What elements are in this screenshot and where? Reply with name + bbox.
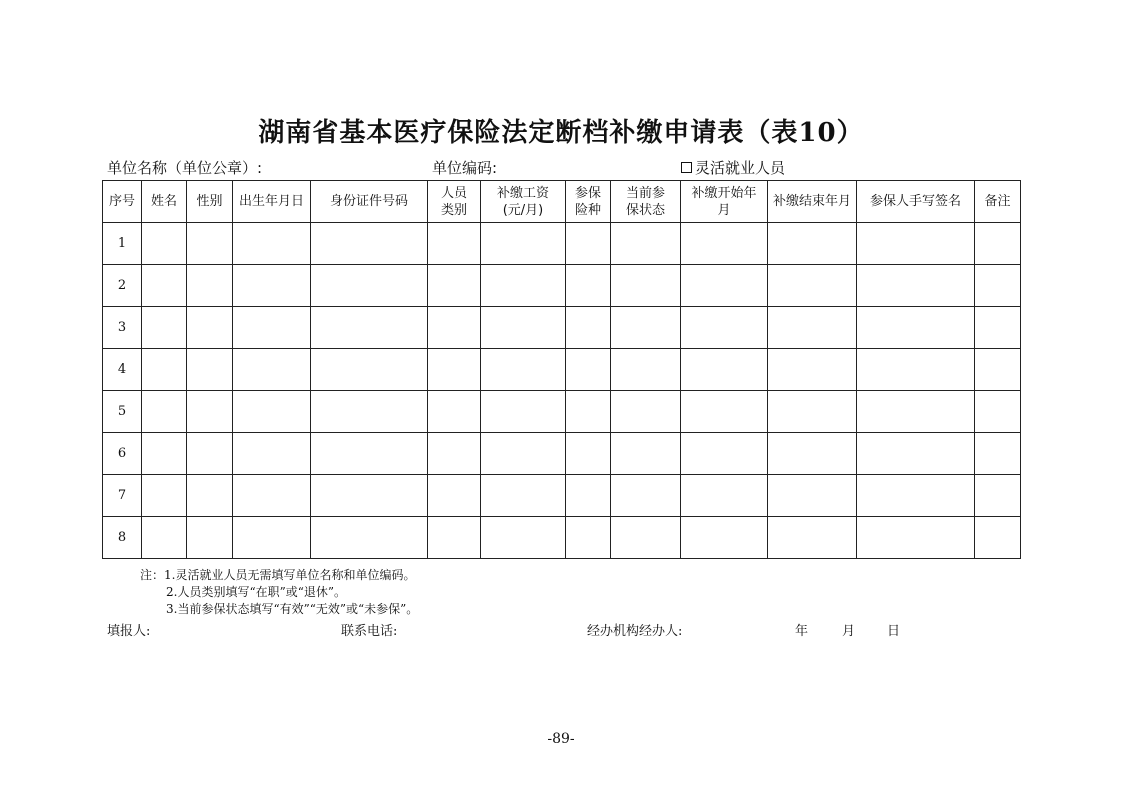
input-cell[interactable] <box>481 475 566 517</box>
input-cell[interactable] <box>142 517 187 559</box>
form-title: 湖南省基本医疗保险法定断档补缴申请表（表10） <box>258 118 864 148</box>
input-cell[interactable] <box>857 475 975 517</box>
input-cell[interactable] <box>142 307 187 349</box>
input-cell[interactable] <box>681 223 768 265</box>
input-cell[interactable] <box>975 433 1021 475</box>
input-cell[interactable] <box>187 517 233 559</box>
input-cell[interactable] <box>566 391 611 433</box>
input-cell[interactable] <box>857 307 975 349</box>
input-cell[interactable] <box>681 475 768 517</box>
row-number-cell: 1 <box>103 223 142 265</box>
table-row <box>103 517 1021 559</box>
input-cell[interactable] <box>311 265 428 307</box>
input-cell[interactable] <box>975 475 1021 517</box>
input-cell[interactable] <box>681 433 768 475</box>
unit-code-label: 单位编码: <box>432 159 498 177</box>
input-cell[interactable] <box>857 223 975 265</box>
input-cell[interactable] <box>975 265 1021 307</box>
input-cell[interactable] <box>311 307 428 349</box>
row-number-cell: 3 <box>103 307 142 349</box>
input-cell[interactable] <box>768 433 857 475</box>
input-cell[interactable] <box>187 223 233 265</box>
input-cell[interactable] <box>566 433 611 475</box>
flexible-employment-option[interactable] <box>681 157 785 178</box>
phone-label: 联系电话: <box>341 624 398 639</box>
column-header: 性别 <box>187 181 233 223</box>
input-cell[interactable] <box>768 307 857 349</box>
input-cell[interactable] <box>481 265 566 307</box>
input-cell[interactable] <box>187 307 233 349</box>
input-cell[interactable] <box>428 349 481 391</box>
row-number-cell: 7 <box>103 475 142 517</box>
input-cell[interactable] <box>481 223 566 265</box>
notes-section <box>140 567 418 618</box>
input-cell[interactable] <box>142 223 187 265</box>
input-cell[interactable] <box>611 223 681 265</box>
input-cell[interactable] <box>681 265 768 307</box>
row-number-cell: 5 <box>103 391 142 433</box>
table-row <box>103 433 1021 475</box>
input-cell[interactable] <box>311 517 428 559</box>
filler-label: 填报人: <box>107 624 151 639</box>
input-cell[interactable] <box>566 475 611 517</box>
column-header: 备注 <box>975 181 1021 223</box>
input-cell[interactable] <box>187 349 233 391</box>
page-number: -89- <box>547 731 575 747</box>
table-row <box>103 475 1021 517</box>
row-number-cell: 6 <box>103 433 142 475</box>
input-cell[interactable] <box>481 433 566 475</box>
input-cell[interactable] <box>768 475 857 517</box>
input-cell[interactable] <box>857 349 975 391</box>
input-cell[interactable] <box>187 265 233 307</box>
column-header: 身份证件号码 <box>311 181 428 223</box>
input-cell[interactable] <box>566 265 611 307</box>
input-cell[interactable] <box>311 475 428 517</box>
input-cell[interactable] <box>681 391 768 433</box>
input-cell[interactable] <box>233 517 311 559</box>
flexible-employment-label: 灵活就业人员 <box>695 159 786 177</box>
input-cell[interactable] <box>142 433 187 475</box>
input-cell[interactable] <box>187 433 233 475</box>
table-row <box>103 391 1021 433</box>
input-cell[interactable] <box>857 517 975 559</box>
input-cell[interactable] <box>975 349 1021 391</box>
input-cell[interactable] <box>566 349 611 391</box>
input-cell[interactable] <box>233 349 311 391</box>
input-cell[interactable] <box>566 223 611 265</box>
note-line: 3.当前参保状态填写“有效”“无效”或“未参保”。 <box>166 602 419 616</box>
input-cell[interactable] <box>768 223 857 265</box>
column-header: 补缴结束年月 <box>768 181 857 223</box>
input-cell[interactable] <box>768 391 857 433</box>
note-line: 2.人员类别填写“在职”或“退休”。 <box>166 585 346 599</box>
input-cell[interactable] <box>311 223 428 265</box>
month-label: 月 <box>842 624 856 639</box>
column-header: 姓名 <box>142 181 187 223</box>
input-cell[interactable] <box>428 265 481 307</box>
table-header-row <box>103 181 1021 223</box>
input-cell[interactable] <box>233 391 311 433</box>
input-cell[interactable] <box>311 349 428 391</box>
input-cell[interactable] <box>681 307 768 349</box>
column-header: 参保人手写签名 <box>857 181 975 223</box>
column-header: 补缴工资 (元/月) <box>481 181 566 223</box>
input-cell[interactable] <box>142 349 187 391</box>
year-label: 年 <box>795 624 809 639</box>
input-cell[interactable] <box>428 517 481 559</box>
input-cell[interactable] <box>611 517 681 559</box>
input-cell[interactable] <box>428 433 481 475</box>
input-cell[interactable] <box>428 391 481 433</box>
column-header: 序号 <box>103 181 142 223</box>
application-table <box>102 180 1021 559</box>
agency-handler-label: 经办机构经办人: <box>587 624 683 639</box>
column-header: 人员 类别 <box>428 181 481 223</box>
input-cell[interactable] <box>481 517 566 559</box>
input-cell[interactable] <box>611 391 681 433</box>
column-header: 补缴开始年 月 <box>681 181 768 223</box>
input-cell[interactable] <box>233 433 311 475</box>
day-label: 日 <box>887 624 901 639</box>
input-cell[interactable] <box>233 223 311 265</box>
row-number-cell: 8 <box>103 517 142 559</box>
table-row <box>103 349 1021 391</box>
input-cell[interactable] <box>566 307 611 349</box>
input-cell[interactable] <box>611 307 681 349</box>
input-cell[interactable] <box>481 391 566 433</box>
input-cell[interactable] <box>142 475 187 517</box>
table-row <box>103 223 1021 265</box>
input-cell[interactable] <box>857 391 975 433</box>
note-line: 注：1.灵活就业人员无需填写单位名称和单位编码。 <box>140 568 416 582</box>
input-cell[interactable] <box>428 307 481 349</box>
input-cell[interactable] <box>857 433 975 475</box>
row-number-cell: 4 <box>103 349 142 391</box>
input-cell[interactable] <box>233 265 311 307</box>
input-cell[interactable] <box>187 475 233 517</box>
input-cell[interactable] <box>311 391 428 433</box>
input-cell[interactable] <box>768 517 857 559</box>
input-cell[interactable] <box>975 517 1021 559</box>
table-row <box>103 307 1021 349</box>
input-cell[interactable] <box>142 391 187 433</box>
input-cell[interactable] <box>481 307 566 349</box>
input-cell[interactable] <box>142 265 187 307</box>
input-cell[interactable] <box>233 475 311 517</box>
input-cell[interactable] <box>975 223 1021 265</box>
input-cell[interactable] <box>611 265 681 307</box>
column-header: 参保 险种 <box>566 181 611 223</box>
input-cell[interactable] <box>681 349 768 391</box>
input-cell[interactable] <box>681 517 768 559</box>
column-header: 出生年月日 <box>233 181 311 223</box>
input-cell[interactable] <box>481 349 566 391</box>
row-number-cell: 2 <box>103 265 142 307</box>
column-header: 当前参 保状态 <box>611 181 681 223</box>
input-cell[interactable] <box>975 391 1021 433</box>
checkbox-icon[interactable] <box>681 162 692 173</box>
input-cell[interactable] <box>566 517 611 559</box>
input-cell[interactable] <box>611 349 681 391</box>
input-cell[interactable] <box>611 433 681 475</box>
input-cell[interactable] <box>768 349 857 391</box>
input-cell[interactable] <box>311 433 428 475</box>
input-cell[interactable] <box>975 307 1021 349</box>
unit-name-label: 单位名称（单位公章）: <box>107 159 263 177</box>
input-cell[interactable] <box>857 265 975 307</box>
input-cell[interactable] <box>611 475 681 517</box>
input-cell[interactable] <box>768 265 857 307</box>
input-cell[interactable] <box>428 223 481 265</box>
input-cell[interactable] <box>187 391 233 433</box>
input-cell[interactable] <box>233 307 311 349</box>
table-row <box>103 265 1021 307</box>
input-cell[interactable] <box>428 475 481 517</box>
